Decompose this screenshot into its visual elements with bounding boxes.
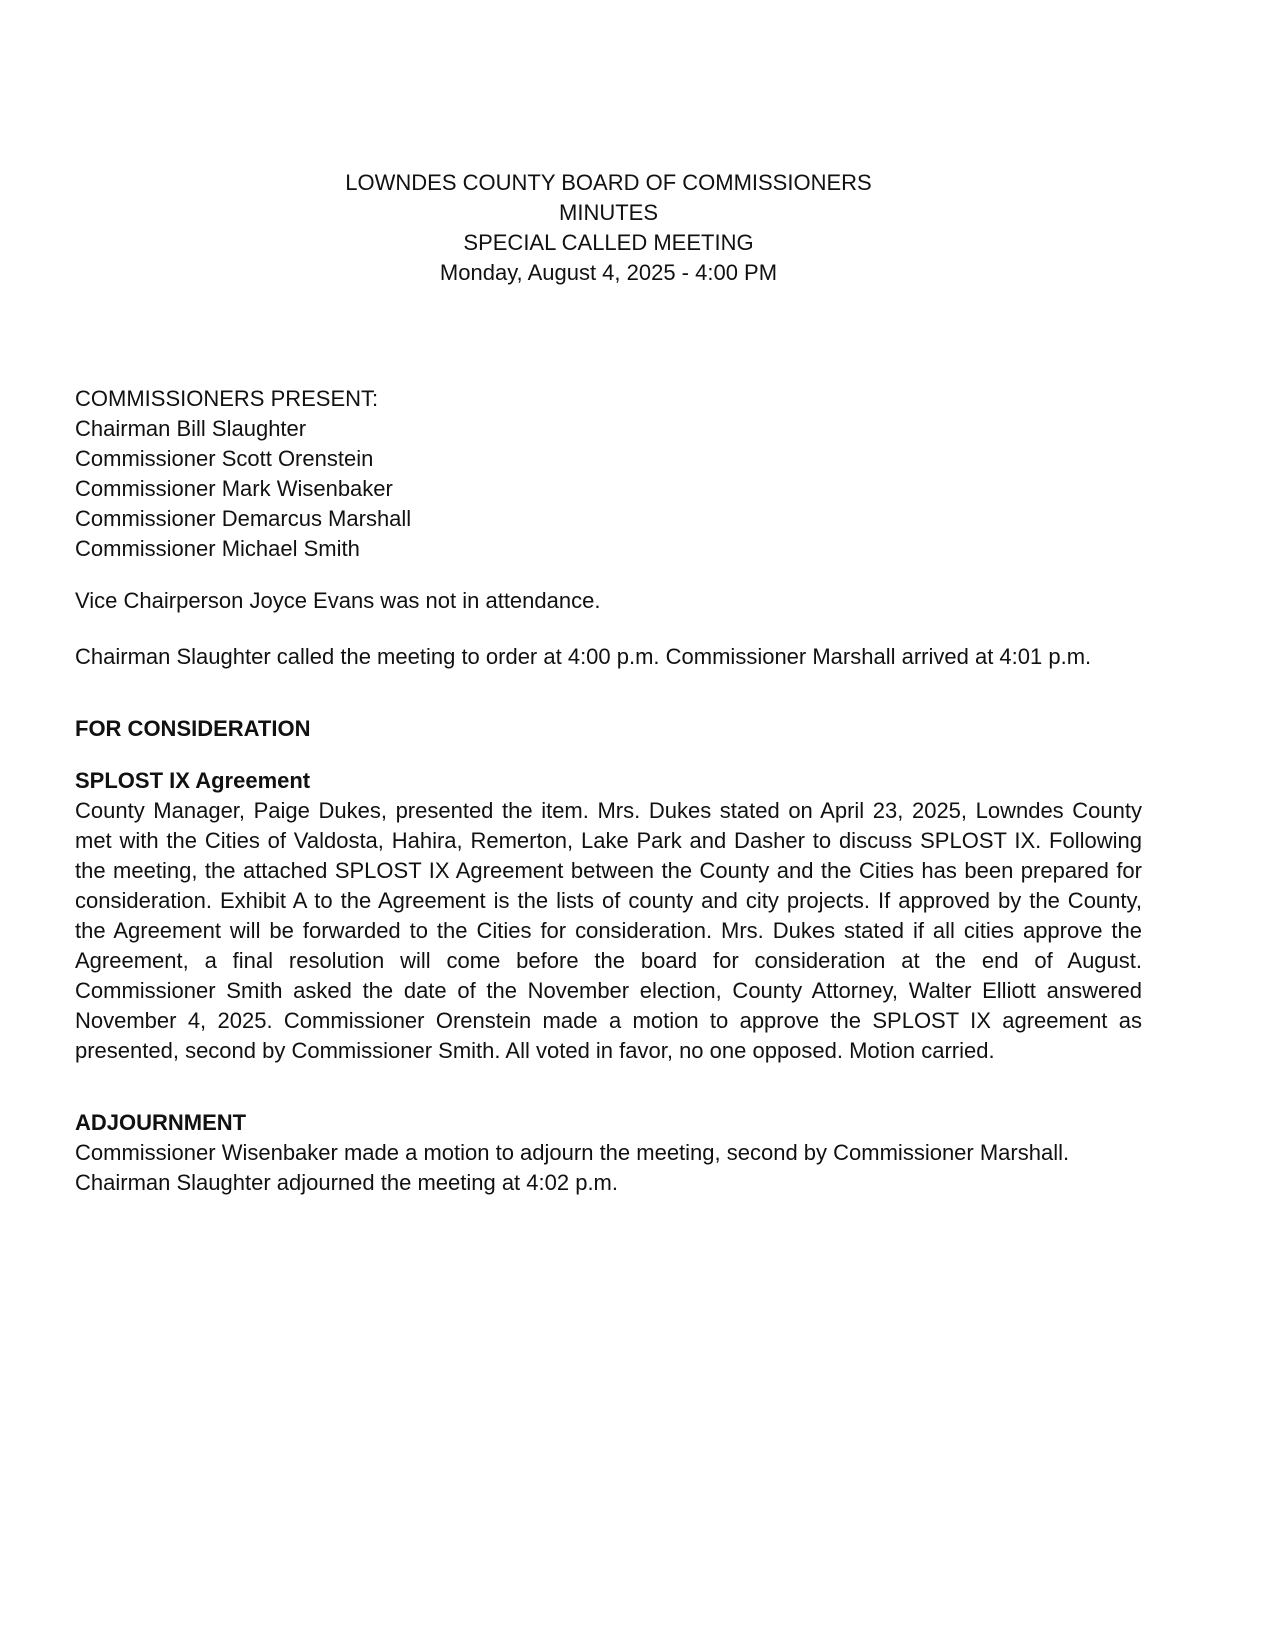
commissioners-present-section	[75, 384, 1142, 564]
document-header	[75, 168, 1142, 288]
commissioners-present-label: COMMISSIONERS PRESENT:	[75, 386, 379, 411]
splost-agreement-heading: SPLOST IX Agreement	[75, 768, 311, 793]
commissioner-name: Chairman Bill Slaughter	[75, 416, 307, 441]
header-meeting-type: SPECIAL CALLED MEETING	[463, 230, 754, 255]
commissioner-name: Commissioner Scott Orenstein	[75, 446, 374, 471]
header-doc-type: MINUTES	[559, 200, 658, 225]
commissioner-name: Commissioner Mark Wisenbaker	[75, 476, 393, 501]
header-org-name: LOWNDES COUNTY BOARD OF COMMISSIONERS	[345, 170, 872, 195]
spacer	[75, 616, 1142, 642]
commissioner-name: Commissioner Demarcus Marshall	[75, 506, 412, 531]
spacer	[75, 744, 1142, 766]
for-consideration-heading: FOR CONSIDERATION	[75, 716, 311, 741]
call-to-order-paragraph: Chairman Slaughter called the meeting to order at 4:00 p.m. Commissioner Marshall arrived at 4:01 p.m.	[75, 644, 1092, 669]
splost-agreement-body: County Manager, Paige Dukes, presented the item. Mrs. Dukes stated on April 23, 2025, Lowndes County met with the Cities of Valdosta, Hahira, Remerton, Lake Park and Dasher to discuss SPLOST IX. Following the meeting, the attached SPLOST IX Agreement between the County and the Cities has been prepared for consideration. Exhibit A to the Agreement is the lists of county and city projects. If approved by the County, the Agreement will be forwarded to the Cities for consideration. Mrs. Dukes stated if all cities approve the Agreement, a final resolution will come before the board for consideration at the end of August. Commissioner Smith asked the date of the November election, County Attorney, Walter Elliott answered November 4, 2025. Commissioner Orenstein made a motion to approve the SPLOST IX agreement as presented, second by Commissioner Smith. All voted in favor, no one opposed. Motion carried.	[75, 798, 1142, 1063]
commissioner-name: Commissioner Michael Smith	[75, 536, 360, 561]
absence-note: Vice Chairperson Joyce Evans was not in attendance.	[75, 588, 601, 613]
adjournment-body: Commissioner Wisenbaker made a motion to adjourn the meeting, second by Commissioner Marshall. Chairman Slaughter adjourned the meeting at 4:02 p.m.	[75, 1140, 1070, 1195]
adjournment-heading: ADJOURNMENT	[75, 1110, 247, 1135]
header-datetime: Monday, August 4, 2025 - 4:00 PM	[439, 260, 778, 285]
spacer	[75, 564, 1142, 586]
